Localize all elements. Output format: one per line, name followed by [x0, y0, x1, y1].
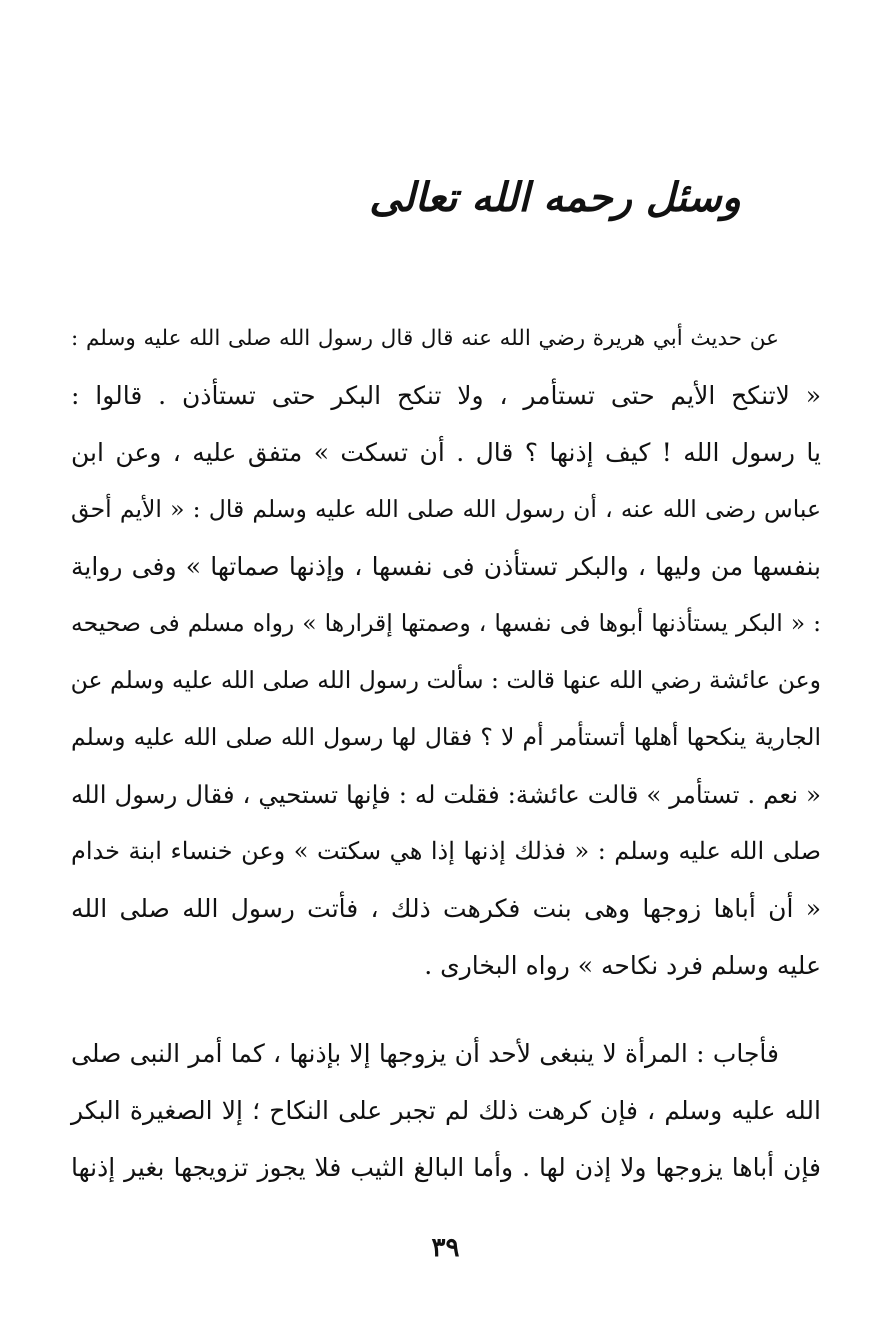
text-line: الجارية ينكحها أهلها أتستأمر أم لا ؟ فقال لها رسول الله صلى الله عليه وسلم [71, 723, 821, 751]
text-line: صلى الله عليه وسلم : « فذلك إذنها إذا هي سكتت » وعن خنساء ابنة خدام [71, 837, 821, 865]
text-line: بنفسها من وليها ، والبكر تستأذن فى نفسها ، وإذنها صماتها » وفى رواية [71, 552, 821, 581]
question-paragraph [71, 310, 821, 994]
text-line: « نعم . تستأمر » قالت عائشة: فقلت له : فإنها تستحيي ، فقال رسول الله [71, 780, 821, 809]
text-line: وعن عائشة رضي الله عنها قالت : سألت رسول الله صلى الله عليه وسلم عن [70, 666, 821, 694]
text-line: يا رسول الله ! كيف إذنها ؟ قال . أن تسكت » متفق عليه ، وعن ابن [71, 438, 821, 467]
text-line: فأجاب : المرأة لا ينبغى لأحد أن يزوجها إلا بإذنها ، كما أمر النبى صلى [71, 1039, 779, 1068]
text-line: عن حديث أبي هريرة رضي الله عنه قال قال رسول الله صلى الله عليه وسلم : [71, 326, 779, 351]
text-line: عليه وسلم فرد نكاحه » رواه البخارى . [424, 951, 821, 980]
text-line: فإن أباها يزوجها ولا إذن لها . وأما البالغ الثيب فلا يجوز تزويجها بغير إذنها [71, 1153, 821, 1182]
text-line: الله عليه وسلم ، فإن كرهت ذلك لم تجبر على النكاح ؛ إلا الصغيرة البكر [71, 1096, 821, 1125]
page-number: ٣٩ [431, 1233, 460, 1263]
text-line: : « البكر يستأذنها أبوها فى نفسها ، وصمتها إقرارها » رواه مسلم فى صحيحه [71, 609, 821, 637]
text-line: عباس رضى الله عنه ، أن رسول الله صلى الله عليه وسلم قال : « الأيم أحق [71, 495, 821, 523]
answer-paragraph [71, 1025, 821, 1196]
text-line: « أن أباها زوجها وهى بنت فكرهت ذلك ، فأتت رسول الله صلى الله [71, 894, 821, 923]
section-heading: وسئل رحمه الله تعالى [369, 174, 741, 221]
text-line: « لاتنكح الأيم حتى تستأمر ، ولا تنكح البكر حتى تستأذن . قالوا : [71, 381, 822, 410]
